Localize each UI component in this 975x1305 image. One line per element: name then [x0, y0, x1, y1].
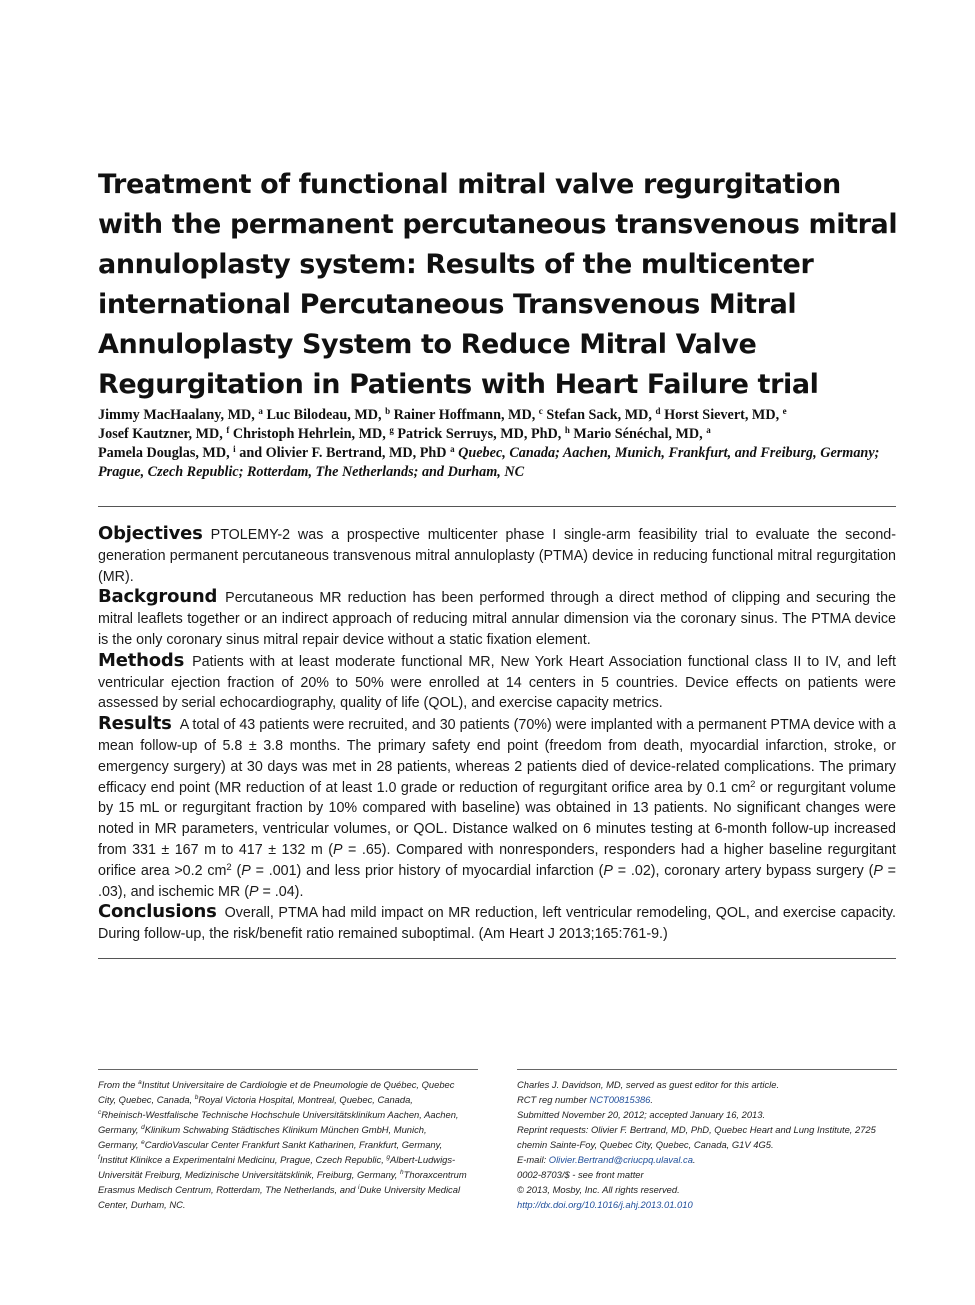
section-heading-conclusions: Conclusions: [98, 901, 217, 923]
author-affiliation-marker: i: [233, 444, 236, 454]
affiliation-line: Erasmus Medisch Centrum, Rotterdam, The Netherlands, and $^i$Duke University Medical: [98, 1184, 461, 1195]
reprint-address: chemin Sainte-Foy, Quebec City, Quebec, Canada, G1V 4G5.: [517, 1139, 774, 1150]
author-affiliation-marker: h: [564, 425, 570, 435]
author: Stefan Sack, MD,: [546, 407, 652, 423]
affiliations-footnote: [98, 1077, 478, 1212]
author: Rainer Hoffmann, MD,: [393, 407, 536, 423]
author-affiliation-marker: d: [655, 406, 661, 416]
conclusions-text: Overall, PTMA had mild impact on MR reduction, left ventricular remodeling, QOL, and exercise capacity. During follow-up, the risk/benefit ratio remained suboptimal. (Am Heart J 2013;165:761-9.): [98, 905, 896, 943]
abstract-methods: [98, 651, 896, 714]
email-line: [517, 1152, 902, 1167]
p-value-symbol: P: [873, 862, 883, 879]
rct-number-link[interactable]: NCT00815386: [589, 1094, 651, 1105]
author-affiliation-marker: a: [706, 425, 711, 435]
affiliation-marker: h: [400, 1169, 404, 1176]
p-value-symbol: P: [241, 862, 251, 879]
author: Patrick Serruys, MD, PhD,: [397, 426, 562, 442]
copyright-line: © 2013, Mosby, Inc. All rights reserved.: [517, 1184, 680, 1195]
author-list: [98, 406, 898, 482]
rct-registration: [517, 1092, 902, 1107]
author: Mario Sénéchal, MD,: [573, 426, 703, 442]
affiliation-line: $^c$Rheinisch-Westfalische Technische Hochschule Universitätsklinikum Aachen, Aachen,: [98, 1109, 459, 1120]
author-affiliation-marker: a: [258, 406, 263, 416]
affiliation-marker: e: [141, 1139, 145, 1146]
submission-dates: Submitted November 20, 2012; accepted January 16, 2013.: [517, 1109, 766, 1120]
p-value-symbol: P: [248, 883, 259, 900]
article-title: Treatment of functional mitral valve regurgitation with the permanent percutaneous transvenous mitral annuloplasty system: Results of the multicenter international Percutaneous Transvenous Mitral Annuloplasty System to Reduce Mitral Valve Regurgitation in Patients with Heart Failure trial: [98, 169, 898, 400]
author: Pamela Douglas, MD,: [98, 445, 230, 461]
affiliation-marker: c: [98, 1109, 102, 1116]
affiliation-marker: a: [138, 1079, 142, 1086]
author: Horst Sievert, MD,: [664, 407, 780, 423]
rct-end: .: [650, 1094, 654, 1105]
abstract-background: [98, 587, 896, 650]
abstract-top-rule: [98, 506, 896, 507]
results-text: A total of 43 patients were recruited, and 30 patients (70%) were implanted with a permanent PTMA device with a mean follow-up of 5.8 ± 3.8 months. The primary safety end point (freedom from death, myocardial infarction, stroke, or emergency surgery) at 30 days was met in 28 patients, whereas 2 patients died of device-related complications. The primary efficacy end point (MR reduction of at least 1.0 grade or reduction of regurgitant orifice area by 0.1 cm: [98, 717, 896, 796]
background-text: Percutaneous MR reduction has been performed through a direct method of clipping and securing the mitral leaflets together or an indirect approach of reducing mitral annular dimension via the coronary sinus. The PTMA device is the only coronary sinus mitral repair device without a static fixation element.: [98, 590, 896, 648]
affiliation-marker: d: [141, 1124, 145, 1131]
issn-line: 0002-8703/$ - see front matter: [517, 1169, 644, 1180]
results-text: = .65). Compared with nonresponders, responders had a higher baseline regurgitant orifice area >0.2 cm: [98, 841, 897, 879]
affiliation-line: Germany, $^e$CardioVascular Center Frankfurt Sankt Katharinen, Frankfurt, Germany,: [98, 1139, 443, 1150]
p-value-symbol: P: [333, 841, 343, 858]
email-link[interactable]: Olivier.Bertrand@criucpq.ulaval.ca: [548, 1154, 693, 1165]
superscript: 2: [226, 861, 232, 873]
footnote-rule-left: [98, 1069, 478, 1070]
results-text: = .02), coronary artery bypass surgery (: [612, 862, 874, 879]
results-text: (: [231, 862, 242, 879]
p-value-symbol: P: [603, 862, 613, 879]
objectives-text: PTOLEMY-2 was a prospective multicenter phase I single-arm feasibility trial to evaluate the second-generation permanent percutaneous transvenous mitral annuloplasty (PTMA) device in reducing functional mitral regurgitation (MR).: [98, 527, 896, 585]
section-heading-methods: Methods: [98, 649, 185, 671]
abstract: [98, 524, 896, 945]
author-affiliation-marker: b: [385, 406, 391, 416]
results-text: = .03), and ischemic MR (: [98, 862, 897, 900]
results-text: or regurgitant volume by 15 mL or regurgitant fraction by 10% compared with baseline) was obtained in 13 patients. No significant changes were noted in MR parameters, ventricular volumes, or QOL. Distance walked on 6 minutes testing at 6-month follow-up increased from 331 ± 167 m to 417 ± 132 m (: [98, 779, 896, 858]
author: and Olivier F. Bertrand, MD, PhD: [239, 445, 447, 461]
section-heading-objectives: Objectives: [98, 523, 203, 544]
author-locations: Quebec, Canada; Aachen, Munich, Frankfurt, and Freiburg, Germany; Prague, Czech Republic; Rotterdam, The Netherlands; and Durham, NC: [98, 445, 880, 480]
author: Christoph Hehrlein, MD,: [232, 426, 386, 442]
abstract-objectives: [98, 524, 896, 587]
footnote-rule-right: [517, 1069, 897, 1070]
abstract-bottom-rule: [98, 958, 896, 959]
author: Josef Kautzner, MD,: [98, 426, 223, 442]
email-end: .: [692, 1154, 696, 1165]
affiliation-marker: i: [358, 1184, 360, 1191]
affiliation-marker: b: [194, 1094, 199, 1101]
rct-label: RCT reg number: [517, 1094, 590, 1105]
guest-editor-note: Charles J. Davidson, MD, served as guest editor for this article.: [517, 1079, 780, 1090]
author: Jimmy MacHaalany, MD,: [98, 407, 255, 423]
affiliation-marker: f: [98, 1154, 100, 1161]
author-affiliation-marker: a: [450, 444, 455, 454]
superscript: 2: [750, 778, 756, 790]
article-info-footnote: [517, 1077, 902, 1212]
affiliation-line: Germany, $^d$Klinikum Schwabing Städtisches Klinikum München GmbH, Munich,: [98, 1124, 427, 1135]
author-affiliation-marker: c: [538, 406, 543, 416]
affiliation-line: City, Quebec, Canada, $^b$Royal Victoria Hospital, Montreal, Quebec, Canada,: [98, 1094, 413, 1105]
author-affiliation-marker: f: [226, 425, 230, 435]
author-affiliation-marker: g: [389, 425, 394, 435]
author: Luc Bilodeau, MD,: [266, 407, 382, 423]
author-affiliation-marker: e: [782, 406, 787, 416]
doi-link[interactable]: http://dx.doi.org/10.1016/j.ahj.2013.01.010: [517, 1199, 693, 1210]
affiliation-line: Center, Durham, NC.: [98, 1199, 186, 1210]
affiliation-marker: g: [386, 1154, 391, 1161]
affiliation-line: From the $^a$Institut Universitaire de Cardiologie et de Pneumologie de Québec, Quebec: [98, 1079, 455, 1090]
email-label: E-mail:: [517, 1154, 549, 1165]
results-text: = .001) and less prior history of myocardial infarction (: [250, 862, 604, 879]
affiliation-line: $^f$Institut Klinikce a Experimentalni Medicinu, Prague, Czech Republic, $^g$Albert-Ludwigs-: [98, 1154, 456, 1165]
abstract-conclusions: [98, 902, 896, 945]
abstract-results: [98, 714, 896, 902]
methods-text: Patients with at least moderate functional MR, New York Heart Association functional class II to IV, and left ventricular ejection fraction of 20% to 50% were enrolled at 14 centers in 5 countries. Device effects on patients were assessed by serial echocardiography, quality of life (QOL), and exercise capacity metrics.: [98, 653, 896, 712]
section-heading-results: Results: [98, 713, 172, 735]
reprint-requests: Reprint requests: Olivier F. Bertrand, MD, PhD, Quebec Heart and Lung Institute, 2725: [517, 1124, 876, 1135]
affiliation-line: Universität Freiburg, Medizinische Universitätsklinik, Freiburg, Germany, $^h$Thoraxcentrum: [98, 1169, 467, 1180]
section-heading-background: Background: [98, 586, 218, 608]
results-text: = .04).: [258, 883, 304, 900]
